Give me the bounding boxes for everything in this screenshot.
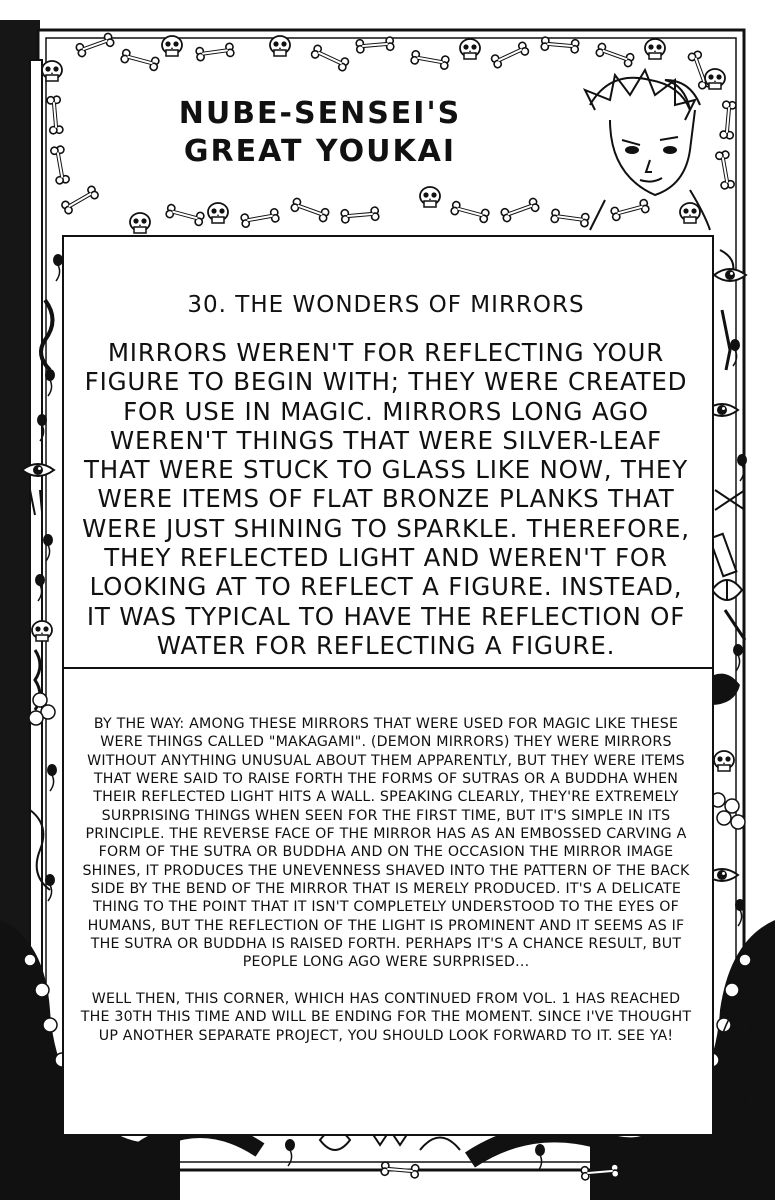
- title-line-1: NUBE-SENSEI'S: [178, 96, 462, 131]
- section-heading: 30. THE WONDERS OF MIRRORS: [187, 292, 585, 318]
- title-line-2: GREAT YOUKAI: [183, 134, 457, 169]
- page-title: [60, 95, 580, 171]
- notes-text: [80, 715, 692, 1045]
- notes-paragraph-2: WELL THEN, THIS CORNER, WHICH HAS CONTINUED FROM VOL. 1 HAS REACHED THE 30TH THIS TIME AND WILL BE ENDING FOR THE MOMENT. SINCE I'VE THOUGHT UP ANOTHER SEPARATE PROJECT, YOU SHOULD LOOK FORWARD TO IT. SEE YA!: [80, 990, 692, 1044]
- section-body-text: MIRRORS WEREN'T FOR REFLECTING YOUR FIGURE TO BEGIN WITH; THEY WERE CREATED FOR USE IN MAGIC. MIRRORS LONG AGO WEREN'T THINGS THAT WERE SILVER-LEAF THAT WERE STUCK TO GLASS LIKE NOW, THEY WERE ITEMS OF FLAT BRONZE PLANKS THAT WERE JUST SHINING TO SPARKLE. THEREFORE, THEY REFLECTED LIGHT AND WEREN'T FOR LOOKING AT TO REFLECT A FIGURE. INSTEAD, IT WAS TYPICAL TO HAVE THE REFLECTION OF WATER FOR REFLECTING A FIGURE.: [82, 338, 690, 660]
- notes-paragraph-1: BY THE WAY: AMONG THESE MIRRORS THAT WERE USED FOR MAGIC LIKE THESE WERE THINGS CALLED "MAKAGAMI". (DEMON MIRRORS) THEY WERE MIRRORS WITHOUT ANYTHING UNUSUAL ABOUT THEM APPARENTLY, BUT THEY WERE ITEMS THAT WERE SAID TO RAISE FORTH THE FORMS OF SUTRAS OR A BUDDHA WHEN THEIR REFLECTED LIGHT HITS A WALL. SPEAKING CLEARLY, THEY'RE EXTREMELY SURPRISING THINGS WHEN SEEN FOR THE FIRST TIME, BUT IT'S SIMPLE IN ITS PRINCIPLE. THE REVERSE FACE OF THE MIRROR HAS AS AN EMBOSSED CARVING A FORM OF THE SUTRA OR BUDDHA AND ON THE OCCASION THE MIRROR IMAGE SHINES, IT PRODUCES THE UNEVENNESS SHAVED INTO THE PATTERN OF THE BACK SIDE BY THE BEND OF THE MIRROR THAT IS MERELY PRODUCED. IT'S A DELICATE THING TO THE POINT THAT IT ISN'T COMPLETELY UNDERSTOOD TO THE EYES OF HUMANS, BUT THE REFLECTION OF THE LIGHT IS PROMINENT AND IT SEEMS AS IF THE SUTRA OR BUDDHA IS RAISED FORTH. PERHAPS IT'S A CHANCE RESULT, BUT PEOPLE LONG AGO WERE SURPRISED...: [82, 716, 690, 971]
